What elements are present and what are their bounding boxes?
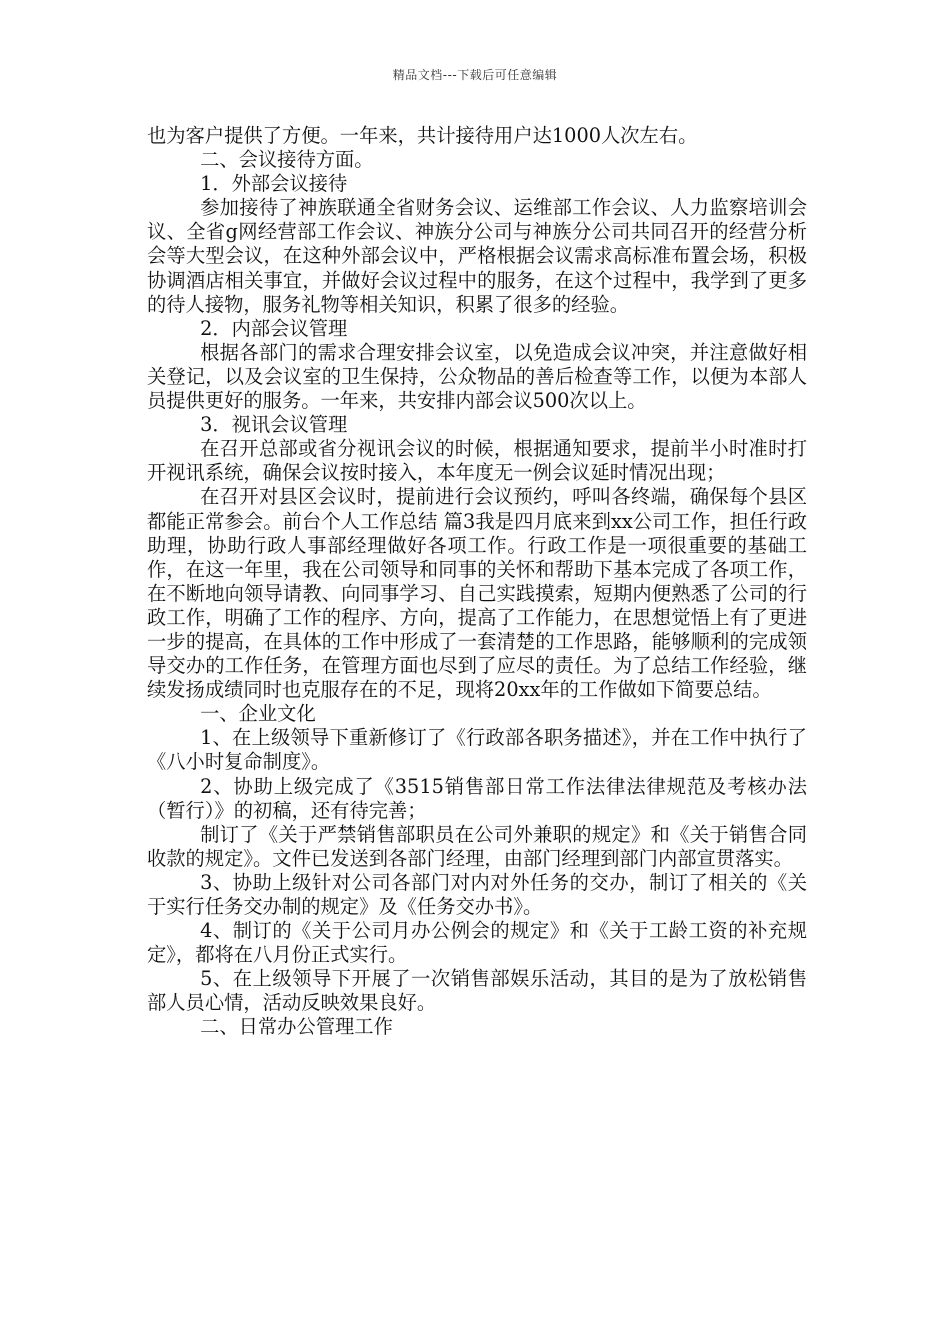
section-heading: 二、日常办公管理工作 <box>200 1015 393 1039</box>
list-item: 2、协助上级完成了《3515销售部日常工作法律法律规范及考核办法（暂行）》的初稿，还有待完善； <box>147 774 807 822</box>
page-header: 精品文档---下载后可任意编辑 <box>392 68 558 82</box>
paragraph: 在召开总部或省分视讯会议的时候，根据通知要求，提前半小时准时打开视讯系统，确保会议按时接入，本年度无一例会议延时情况出现； <box>147 437 807 485</box>
section-heading: 一、企业文化 <box>200 702 316 726</box>
subsection-heading: 3．视讯会议管理 <box>200 413 348 437</box>
paragraph: 参加接待了神族联通全省财务会议、运维部工作会议、人力监察培训会议、全省g网经营部工作会议、神族分公司与神族分公司共同召开的经营分析会等大型会议，在这种外部会议中，严格根据会议需求高标准布置会场，积极协调酒店相关事宜，并做好会议过程中的服务，在这个过程中，我学到了更多的待人接物，服务礼物等相关知识，积累了很多的经验。 <box>147 196 807 316</box>
list-item: 3、协助上级针对公司各部门对内对外任务的交办，制订了相关的《关于实行任务交办制的规定》及《任务交办书》。 <box>147 870 807 918</box>
document-body <box>147 124 807 1040</box>
list-item: 5、在上级领导下开展了一次销售部娱乐活动，其目的是为了放松销售部人员心情，活动反映效果良好。 <box>147 967 807 1015</box>
paragraph: 根据各部门的需求合理安排会议室，以免造成会议冲突，并注意做好相关登记，以及会议室的卫生保持，公众物品的善后检查等工作，以便为本部人员提供更好的服务。一年来，共安排内部会议500次以上。 <box>147 340 807 413</box>
subsection-heading: 2．内部会议管理 <box>200 316 348 340</box>
paragraph: 制订了《关于严禁销售部职员在公司外兼职的规定》和《关于销售合同收款的规定》。文件已发送到各部门经理，由部门经理到部门内部宣贯落实。 <box>147 822 807 870</box>
subsection-heading: 1．外部会议接待 <box>200 172 348 196</box>
paragraph: 也为客户提供了方便。一年来，共计接待用户达1000人次左右。 <box>147 124 698 147</box>
section-heading: 二、会议接待方面。 <box>200 148 374 172</box>
list-item: 1、在上级领导下重新修订了《行政部各职务描述》，并在工作中执行了《八小时复命制度》。 <box>147 726 807 774</box>
list-item: 4、制订的《关于公司月办公例会的规定》和《关于工龄工资的补充规定》，都将在八月份正式实行。 <box>147 919 807 967</box>
paragraph: 在召开对县区会议时，提前进行会议预约，呼叫各终端，确保每个县区都能正常参会。前台个人工作总结 篇3我是四月底来到xx公司工作，担任行政助理，协助行政人事部经理做好各项工作。行政工作是一项很重要的基础工作，在这一年里，我在公司领导和同事的关怀和帮助下基本完成了各项工作，在不断地向领导请教、向同事学习、自己实践摸索，短期内便熟悉了公司的行政工作，明确了工作的程序、方向，提高了工作能力，在思想觉悟上有了更进一步的提高，在具体的工作中形成了一套清楚的工作思路，能够顺利的完成领导交办的工作任务，在管理方面也尽到了应尽的责任。为了总结工作经验，继续发扬成绩同时也克服存在的不足，现将20xx年的工作做如下简要总结。 <box>147 485 807 702</box>
